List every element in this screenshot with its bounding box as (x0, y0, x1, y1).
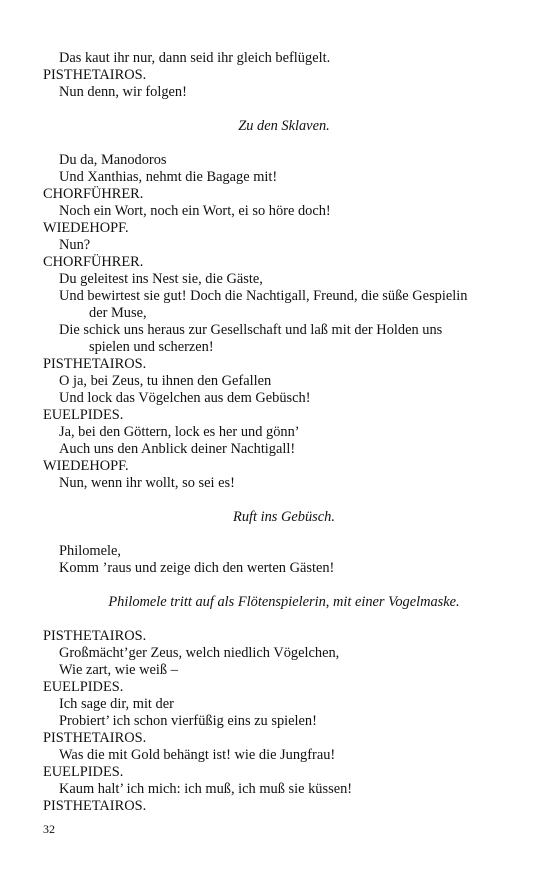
verse-line: Was die mit Gold behängt ist! wie die Jungfrau! (59, 747, 336, 763)
verse-line: Nun denn, wir folgen! (59, 84, 187, 100)
verse-line: Und lock das Vögelchen aus dem Gebüsch! (59, 390, 311, 406)
verse-line: O ja, bei Zeus, tu ihnen den Gefallen (59, 373, 272, 389)
speaker-name: EUELPIDES. (43, 679, 124, 695)
verse-line: Das kaut ihr nur, dann seid ihr gleich beflügelt. (59, 50, 331, 66)
verse-line: Und bewirtest sie gut! Doch die Nachtigall, Freund, die süße Gespielin (59, 288, 468, 304)
verse-line: Du da, Manodoros (59, 152, 167, 168)
verse-line: Nun? (59, 237, 91, 253)
speaker-name: WIEDEHOPF. (43, 458, 129, 474)
speaker-name: CHORFÜHRER. (43, 186, 144, 202)
verse-line: Wie zart, wie weiß – (59, 662, 178, 678)
speaker-name: PISTHETAIROS. (43, 628, 147, 644)
verse-line: Kaum halt’ ich mich: ich muß, ich muß sie küssen! (59, 781, 353, 797)
speaker-name: WIEDEHOPF. (43, 220, 129, 236)
page-number: 32 (43, 822, 55, 836)
speaker-name: PISTHETAIROS. (43, 798, 147, 814)
stage-direction: Zu den Sklaven. (238, 118, 330, 134)
verse-line: Du geleitest ins Nest sie, die Gäste, (59, 271, 263, 287)
verse-line: Noch ein Wort, noch ein Wort, ei so höre doch! (59, 203, 331, 219)
verse-continuation: spielen und scherzen! (89, 339, 214, 355)
stage-direction: Ruft ins Gebüsch. (233, 509, 335, 525)
verse-continuation: der Muse, (89, 305, 147, 321)
verse-line: Philomele, (59, 543, 121, 559)
speaker-name: EUELPIDES. (43, 407, 124, 423)
speaker-name: PISTHETAIROS. (43, 67, 147, 83)
verse-line: Die schick uns heraus zur Gesellschaft und laß mit der Holden uns (59, 322, 443, 338)
verse-line: Auch uns den Anblick deiner Nachtigall! (59, 441, 296, 457)
verse-line: Ja, bei den Göttern, lock es her und gönn’ (59, 424, 300, 440)
verse-line: Und Xanthias, nehmt die Bagage mit! (59, 169, 278, 185)
verse-line: Großmächt’ger Zeus, welch niedlich Vögelchen, (59, 645, 340, 661)
verse-line: Probiert’ ich schon vierfüßig eins zu spielen! (59, 713, 317, 729)
speaker-name: PISTHETAIROS. (43, 356, 147, 372)
speaker-name: PISTHETAIROS. (43, 730, 147, 746)
verse-line: Komm ’raus und zeige dich den werten Gästen! (59, 560, 335, 576)
verse-line: Nun, wenn ihr wollt, so sei es! (59, 475, 235, 491)
verse-line: Ich sage dir, mit der (59, 696, 174, 712)
stage-direction: Philomele tritt auf als Flötenspielerin, mit einer Vogelmaske. (108, 594, 460, 610)
play-text (43, 50, 513, 815)
speaker-name: EUELPIDES. (43, 764, 124, 780)
speaker-name: CHORFÜHRER. (43, 254, 144, 270)
